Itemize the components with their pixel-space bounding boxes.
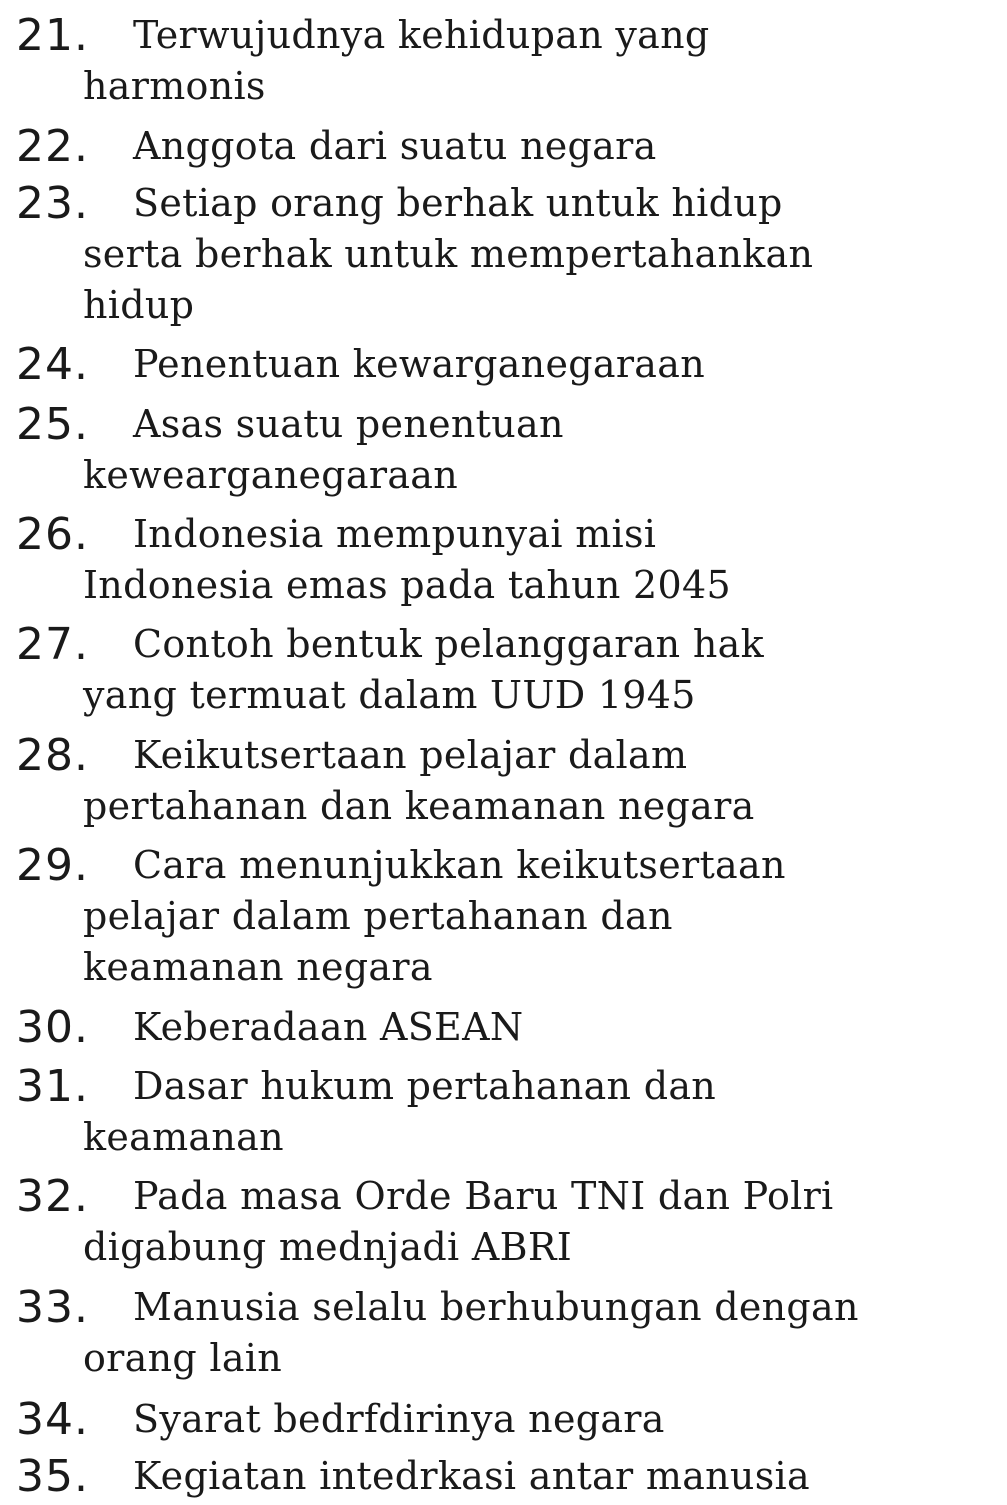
- item-number: 21.: [16, 10, 89, 61]
- item-text-line: keamanan negara: [83, 945, 433, 989]
- item-text-line: Pada masa Orde Baru TNI dan Polri: [133, 1174, 834, 1218]
- item-text-line: Manusia selalu berhubungan dengan: [133, 1285, 859, 1329]
- item-text-line: serta berhak untuk mempertahankan: [83, 232, 814, 276]
- item-number: 31.: [16, 1061, 89, 1112]
- item-text-line: pertahanan dan keamanan negara: [83, 784, 755, 828]
- item-number: 23.: [16, 178, 89, 229]
- item-text-line: Cara menunjukkan keikutsertaan: [133, 843, 786, 887]
- item-text-line: Contoh bentuk pelanggaran hak: [133, 622, 764, 666]
- item-text-line: Asas suatu penentuan: [133, 402, 564, 446]
- item-text-line: hidup: [83, 283, 195, 327]
- item-text-line: Indonesia emas pada tahun 2045: [83, 563, 731, 607]
- item-number: 27.: [16, 619, 89, 670]
- item-number: 34.: [16, 1394, 89, 1445]
- item-text-line: pelajar dalam pertahanan dan: [83, 894, 673, 938]
- item-text-line: Indonesia mempunyai misi: [133, 512, 657, 556]
- item-number: 29.: [16, 840, 89, 891]
- item-text-line: kewearganegaraan: [83, 453, 459, 497]
- item-text-line: Syarat bedrfdirinya negara: [133, 1397, 665, 1441]
- item-text-line: yang termuat dalam UUD 1945: [83, 673, 696, 717]
- item-text-line: harmonis: [83, 64, 266, 108]
- item-number: 30.: [16, 1002, 89, 1053]
- item-text-line: Keikutsertaan pelajar dalam: [133, 733, 688, 777]
- item-text-line: Penentuan kewarganegaraan: [133, 342, 705, 386]
- item-text-line: Keberadaan ASEAN: [133, 1005, 524, 1049]
- item-number: 35.: [16, 1451, 89, 1502]
- item-number: 33.: [16, 1282, 89, 1333]
- item-number: 22.: [16, 121, 89, 172]
- item-text-line: orang lain: [83, 1336, 283, 1380]
- item-text-line: Setiap orang berhak untuk hidup: [133, 181, 783, 225]
- item-number: 26.: [16, 509, 89, 560]
- item-text-line: Kegiatan intedrkasi antar manusia: [133, 1454, 810, 1498]
- item-number: 32.: [16, 1171, 89, 1222]
- item-text-line: Terwujudnya kehidupan yang: [133, 13, 710, 57]
- item-text-line: Anggota dari suatu negara: [133, 124, 657, 168]
- item-number: 25.: [16, 399, 89, 450]
- item-text-line: digabung mednjadi ABRI: [83, 1225, 573, 1269]
- item-number: 28.: [16, 730, 89, 781]
- item-text-line: Dasar hukum pertahanan dan: [133, 1064, 717, 1108]
- item-text-line: keamanan: [83, 1115, 284, 1159]
- item-number: 24.: [16, 339, 89, 390]
